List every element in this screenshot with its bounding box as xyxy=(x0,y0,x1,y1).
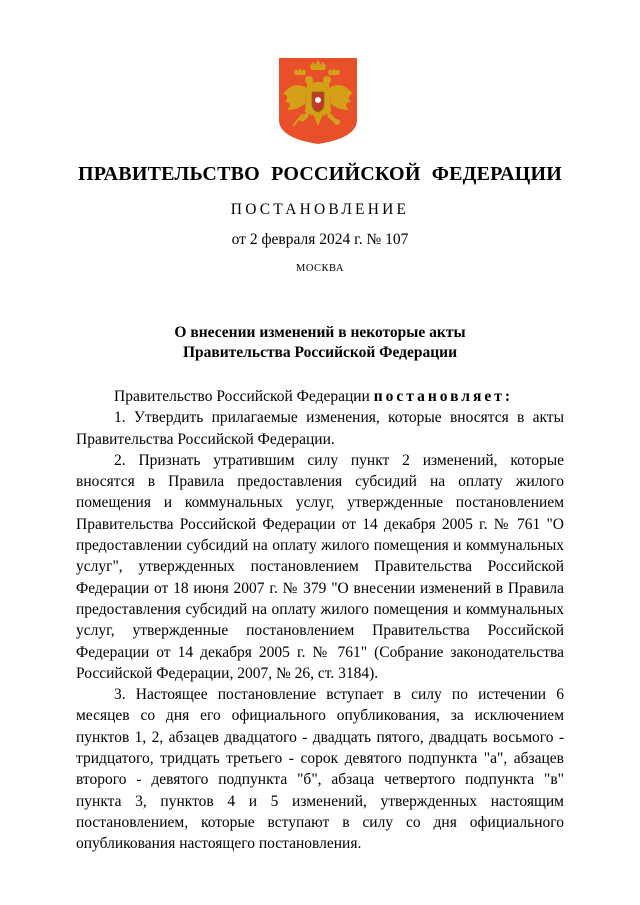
paragraph-1: 1. Утвердить прилагаемые изменения, которые вносятся в акты Правительства Российской Федерации. xyxy=(76,409,564,448)
document-body xyxy=(76,386,564,855)
preamble xyxy=(76,386,564,407)
document-date-number: от 2 февраля 2024 г. № 107 xyxy=(231,231,409,248)
paragraph-3: 3. Настоящее постановление вступает в силу по истечении 6 месяцев со дня его официального опубликования, за исключением пунктов 1, 2, абзацев двадцатого - двадцать пятого, двадцать восьмого - тридцатого, тридцать третьего - сорок девятого подпункта "а", абзацев второго - девятого подпункта "б", абзаца четвертого подпункта "в" пункта 3, пунктов 4 и 5 изменений, утвержденных настоящим постановлением, которые вступают в силу со дня официального опубликования настоящего постановления. xyxy=(76,686,564,853)
subject-line-1: О внесении изменений в некоторые акты xyxy=(174,324,466,341)
government-title: ПРАВИТЕЛЬСТВО РОССИЙСКОЙ ФЕДЕРАЦИИ xyxy=(78,163,562,185)
subject-line-2: Правительства Российской Федерации xyxy=(182,344,458,361)
document-type: ПОСТАНОВЛЕНИЕ xyxy=(230,201,410,218)
russian-coat-of-arms-icon xyxy=(277,56,359,146)
preamble-text: Правительство Российской Федерации xyxy=(114,388,374,405)
document-subject xyxy=(0,323,640,363)
document-city: МОСКВА xyxy=(296,263,344,274)
preamble-decides: постановляет: xyxy=(373,388,514,405)
paragraph-2: 2. Признать утратившим силу пункт 2 изменений, которые вносятся в Правила предоставления субсидий на оплату жилого помещения и коммунальных услуг, утвержденные постановлением Правительства Российской Федерации от 14 декабря 2005 г. № 761 "О предоставлении субсидий на оплату жилого помещения и коммунальных услуг", утвержденных постановлением Правительства Российской Федерации от 18 июня 2007 г. № 379 "О внесении изменений в Правила предоставления субсидий на оплату жилого помещения и коммунальных услуг, утвержденные постановлением Правительства Российской Федерации от 14 декабря 2005 г. № 761" (Собрание законодательства Российской Федерации, 2007, № 26, ст. 3184). xyxy=(76,451,564,682)
